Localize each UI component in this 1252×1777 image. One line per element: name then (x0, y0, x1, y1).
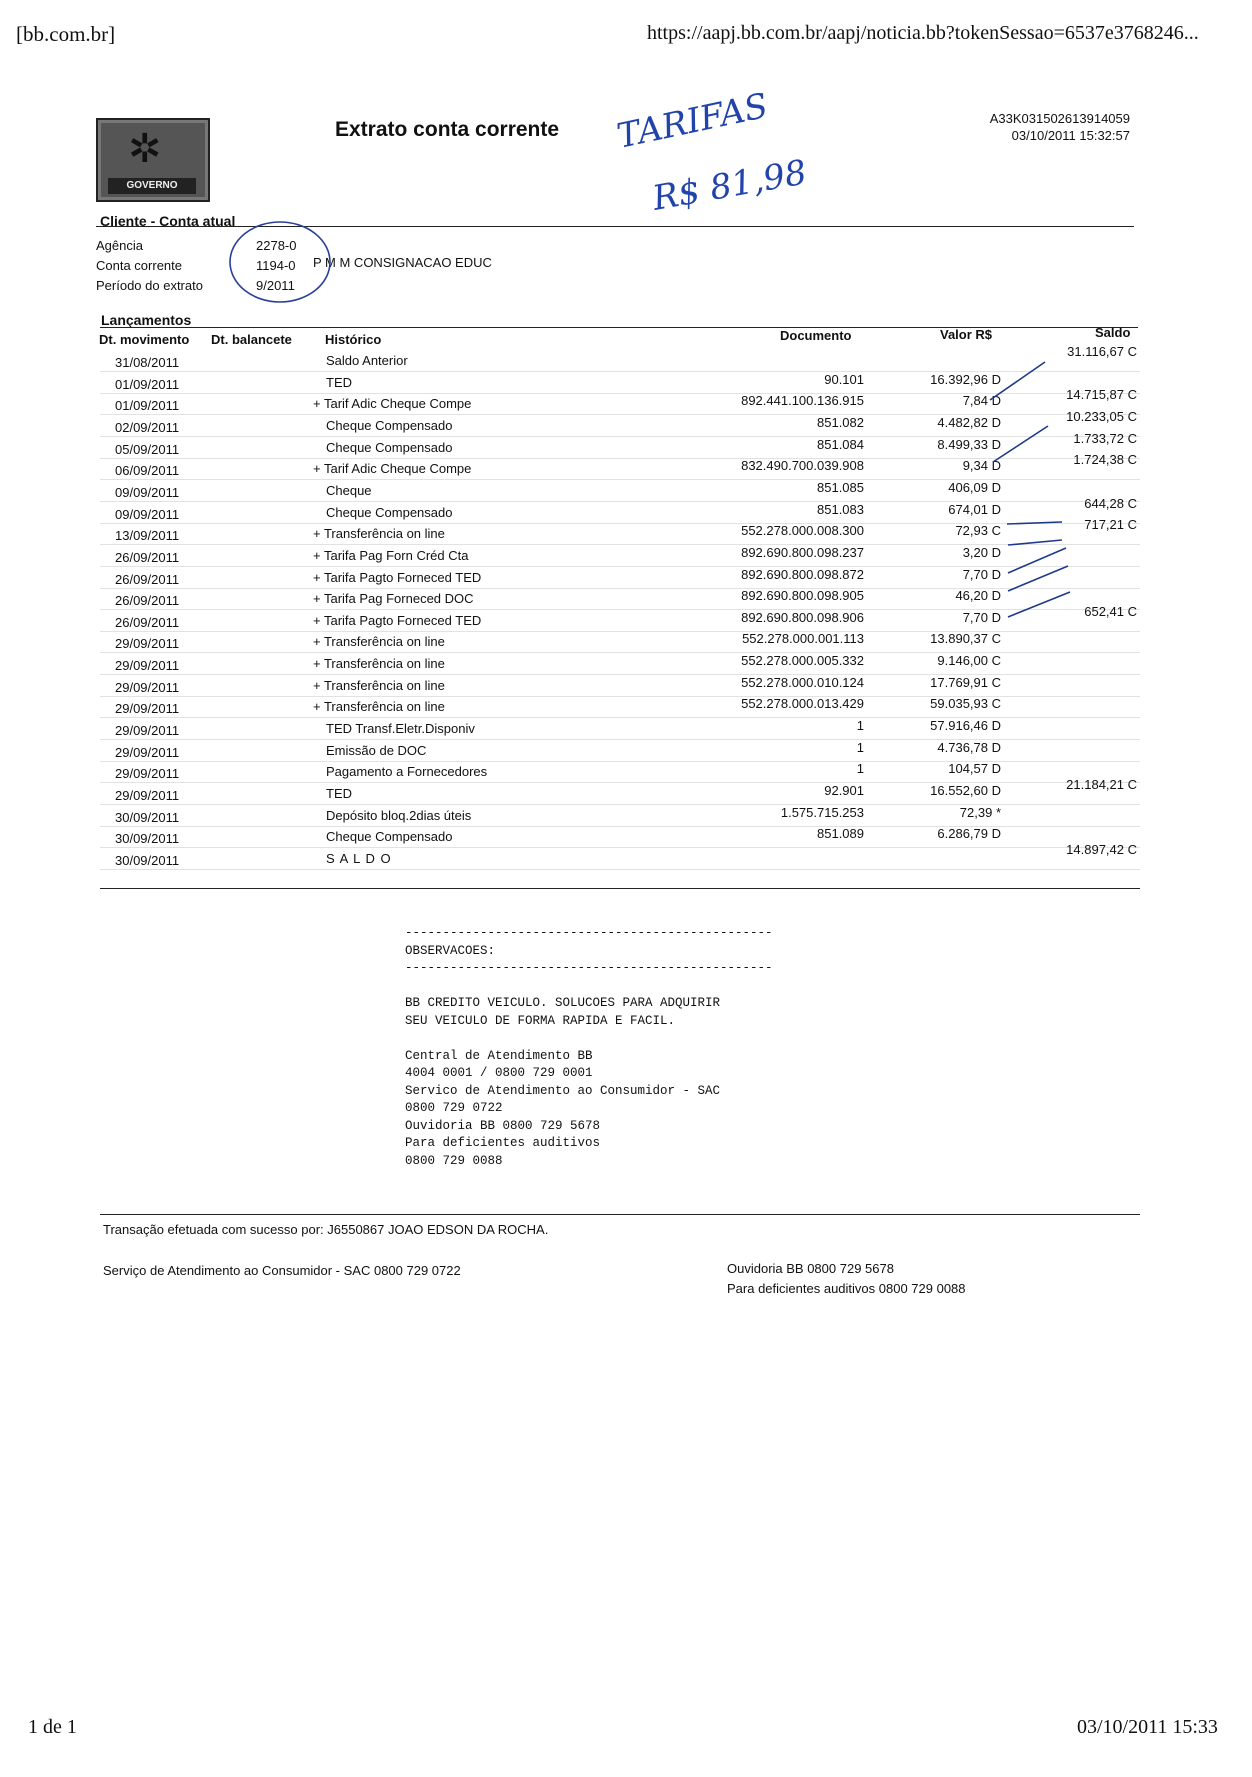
row-valor: 3,20 D (962, 544, 1001, 560)
row-documento: 552.278.000.001.113 (742, 631, 864, 647)
row-valor: 4.482,82 D (937, 414, 1001, 430)
row-date: 29/09/2011 (115, 723, 180, 739)
row-documento: 892.690.800.098.237 (741, 544, 864, 560)
check-mark (1008, 592, 1070, 617)
row-valor: 674,01 D (948, 501, 1001, 517)
row-historico: + Tarifa Pagto Forneced TED (313, 612, 482, 628)
row-valor: 6.286,79 D (937, 826, 1001, 842)
row-date: 26/09/2011 (115, 614, 180, 630)
row-saldo: 652,41 C (1084, 603, 1137, 619)
row-date: 06/09/2011 (115, 463, 180, 479)
agency-label: Agência (96, 238, 143, 253)
col-valor: Valor R$ (940, 327, 993, 342)
row-saldo: 14.897,42 C (1066, 841, 1137, 857)
footer-ouvidoria: Ouvidoria BB 0800 729 5678 (727, 1261, 894, 1276)
col-dt-balancete: Dt. balancete (211, 332, 292, 347)
row-documento: 851.085 (817, 479, 864, 495)
row-documento: 832.490.700.039.908 (741, 458, 864, 474)
row-documento: 851.082 (817, 414, 864, 430)
row-historico: Emissão de DOC (326, 742, 427, 758)
handwritten-note-tarifas: TARIFAS (613, 85, 772, 157)
row-documento: 1 (856, 761, 864, 777)
row-historico: + Tarifa Pag Forn Créd Cta (313, 547, 469, 563)
row-saldo: 31.116,67 C (1067, 344, 1137, 359)
row-valor: 9,34 D (962, 458, 1001, 474)
row-valor: 7,84 D (962, 393, 1001, 409)
handwritten-circle (230, 222, 330, 302)
footer-transaction: Transação efetuada com sucesso por: J6550867 JOAO EDSON DA ROCHA. (103, 1222, 549, 1237)
footer-deficientes: Para deficientes auditivos 0800 729 0088 (727, 1281, 966, 1296)
row-saldo: 644,28 C (1084, 495, 1137, 511)
row-historico: Pagamento a Fornecedores (326, 764, 488, 780)
page-number: 1 de 1 (28, 1716, 77, 1738)
row-date: 05/09/2011 (115, 441, 180, 457)
check-mark (1007, 522, 1062, 524)
check-mark (1008, 540, 1062, 545)
document-datetime: 03/10/2011 15:32:57 (1011, 128, 1130, 143)
row-historico: + Transferência on line (313, 677, 445, 693)
row-historico: TED (326, 374, 352, 390)
row-documento: 1 (856, 739, 864, 755)
row-saldo: 1.724,38 C (1073, 452, 1137, 468)
row-historico: S A L D O (326, 850, 392, 866)
footer-sac: Serviço de Atendimento ao Consumidor - SAC 0800 729 0722 (103, 1263, 461, 1278)
row-date: 29/09/2011 (115, 701, 180, 717)
row-historico: + Transferência on line (313, 699, 445, 715)
row-historico: TED (326, 786, 352, 801)
row-historico: + Transferência on line (313, 526, 445, 542)
row-documento: 851.083 (817, 501, 864, 517)
row-historico: Cheque Compensado (326, 504, 453, 520)
row-valor: 406,09 D (948, 479, 1001, 495)
row-date: 26/09/2011 (115, 571, 180, 587)
row-date: 29/09/2011 (115, 766, 180, 782)
row-date: 02/09/2011 (115, 419, 180, 435)
row-historico: Cheque (326, 482, 372, 498)
row-date: 30/09/2011 (115, 831, 180, 847)
row-valor: 8.499,33 D (937, 436, 1001, 452)
row-valor: 16.392,96 D (930, 371, 1001, 387)
check-mark (993, 426, 1048, 462)
check-mark (990, 362, 1045, 400)
row-historico: Saldo Anterior (326, 353, 408, 368)
row-valor: 104,57 D (948, 761, 1001, 777)
row-historico: + Transferência on line (313, 634, 445, 650)
document-code: A33K031502613914059 (989, 111, 1130, 126)
row-documento: 90.101 (824, 371, 864, 387)
row-date: 30/09/2011 (115, 852, 180, 868)
row-date: 30/09/2011 (115, 809, 180, 825)
row-historico: Depósito bloq.2dias úteis (326, 807, 472, 823)
account-holder: P M M CONSIGNACAO EDUC (313, 255, 492, 270)
row-documento: 892.690.800.098.905 (741, 588, 864, 604)
row-date: 01/09/2011 (115, 398, 180, 414)
row-saldo: 14.715,87 C (1066, 387, 1137, 403)
document-title: Extrato conta corrente (335, 118, 560, 141)
row-valor: 59.035,93 C (930, 696, 1001, 712)
row-saldo: 21.184,21 C (1066, 777, 1137, 792)
row-documento: 892.441.100.136.915 (741, 393, 864, 409)
row-valor: 7,70 D (962, 609, 1001, 625)
handwritten-check-marks (990, 362, 1070, 617)
account-value: 1194-0 (256, 258, 296, 273)
row-documento: 1.575.715.253 (780, 804, 864, 820)
row-historico: TED Transf.Eletr.Disponiv (326, 721, 475, 737)
row-saldo: 10.233,05 C (1066, 408, 1137, 424)
row-historico: + Tarif Adic Cheque Compe (313, 396, 472, 412)
row-valor: 46,20 D (955, 588, 1001, 604)
row-date: 29/09/2011 (115, 679, 180, 695)
row-valor: 4.736,78 D (937, 739, 1001, 755)
account-label: Conta corrente (96, 258, 182, 273)
row-valor: 7,70 D (962, 566, 1001, 582)
row-valor: 9.146,00 C (937, 653, 1001, 669)
row-saldo: 1.733,72 C (1073, 430, 1137, 446)
row-documento: 552.278.000.008.300 (741, 523, 864, 539)
row-date: 13/09/2011 (115, 528, 180, 544)
col-historico: Histórico (325, 332, 382, 347)
row-date: 09/09/2011 (115, 484, 180, 500)
row-historico: + Tarifa Pag Forneced DOC (313, 591, 474, 607)
row-date: 26/09/2011 (115, 593, 180, 609)
row-documento: 552.278.000.005.332 (741, 653, 864, 669)
client-section-title: Cliente - Conta atual (100, 213, 236, 229)
row-historico: Cheque Compensado (326, 417, 453, 433)
agency-value: 2278-0 (256, 238, 297, 253)
row-documento: 851.084 (817, 436, 864, 452)
row-valor: 72,93 C (955, 523, 1001, 539)
row-documento: 892.690.800.098.906 (741, 609, 864, 625)
row-date: 29/09/2011 (115, 658, 180, 674)
period-label: Período do extrato (96, 278, 203, 293)
row-saldo: 717,21 C (1084, 517, 1137, 533)
row-valor: 17.769,91 C (930, 674, 1001, 690)
row-date: 09/09/2011 (115, 506, 180, 522)
row-historico: + Tarifa Pagto Forneced TED (313, 569, 482, 585)
row-date: 29/09/2011 (115, 636, 180, 652)
browser-domain: [bb.com.br] (16, 22, 116, 46)
row-date: 01/09/2011 (115, 376, 180, 392)
row-documento: 851.089 (817, 826, 864, 842)
col-dt-movimento: Dt. movimento (99, 332, 190, 347)
row-valor: 57.916,46 D (930, 718, 1001, 734)
launches-section-title: Lançamentos (101, 312, 192, 328)
observations-block: ------------------------------------------------- OBSERVACOES: ------------------------------------------------- BB CREDITO VEICULO. SOLUCOES PARA ADQUIRIR SEU VEICULO DE FORMA RAPIDA E FACIL. Central de Atendimento BB 4004 0001 / 0800 729 0001 Servico de Atendimento ao Consumidor - SAC 0800 729 0722 Ouvidoria BB 0800 729 5678 Para deficientes auditivos 0800 729 0088 (405, 926, 773, 1168)
row-documento: 552.278.000.013.429 (741, 696, 864, 712)
row-historico: + Transferência on line (313, 656, 445, 672)
row-documento: 92.901 (824, 783, 864, 798)
check-mark (1008, 548, 1066, 573)
period-value: 9/2011 (256, 278, 295, 293)
col-documento: Documento (780, 328, 852, 343)
row-historico: Cheque Compensado (326, 829, 453, 845)
row-valor: 16.552,60 D (930, 783, 1001, 798)
col-saldo: Saldo (1095, 325, 1131, 340)
print-datetime: 03/10/2011 15:33 (1077, 1716, 1218, 1738)
row-documento: 552.278.000.010.124 (741, 674, 864, 690)
bank-logo-icon: ✲ (128, 127, 162, 171)
row-date: 29/09/2011 (115, 788, 180, 803)
handwritten-note-total: R$ 81,98 (649, 152, 810, 219)
row-date: 31/08/2011 (115, 355, 180, 370)
row-documento: 1 (856, 718, 864, 734)
row-date: 29/09/2011 (115, 744, 180, 760)
row-documento: 892.690.800.098.872 (741, 566, 864, 582)
row-date: 26/09/2011 (115, 549, 180, 565)
row-historico: Cheque Compensado (326, 439, 453, 455)
row-valor: 72,39 * (959, 804, 1001, 820)
row-historico: + Tarif Adic Cheque Compe (313, 461, 472, 477)
bank-logo-tag: GOVERNO (108, 178, 196, 194)
row-valor: 13.890,37 C (930, 631, 1001, 647)
browser-url[interactable]: https://aapj.bb.com.br/aapj/noticia.bb?tokenSessao=6537e3768246... (647, 22, 1199, 44)
